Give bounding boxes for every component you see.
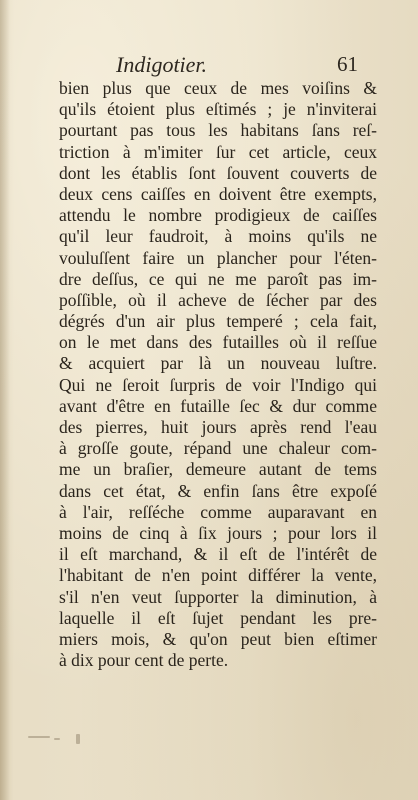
text-line: & acquiert par là un nouveau luſtre. [59,353,377,374]
text-line: moins de cinq à ſix jours ; pour lors il [59,522,377,543]
text-line: me un braſier, demeure autant de tems [59,459,377,480]
text-line: Qui ne ſeroit ſurpris de voir l'Indigo qui [59,374,377,395]
text-line: on le met dans des futailles où il reſſue [59,332,377,353]
text-line: dégrés d'un air plus temperé ; cela fait, [59,311,377,332]
text-line: deux cens caiſſes en doivent être exempts, [59,183,377,204]
text-line: attendu le nombre prodigieux de caiſſes [59,205,377,226]
running-head: Indigotier. [116,52,208,77]
ink-smudge [28,728,88,750]
text-line: dont les établis ſont ſouvent couverts de [59,162,377,183]
text-line: poſſible, où il acheve de ſécher par des [59,289,377,310]
text-line: qu'ils étoient plus eſtimés ; je n'inviterai [59,99,377,120]
text-line: triction à m'imiter ſur cet article, ceux [59,141,377,162]
text-line: bien plus que ceux de mes voiſins & [59,78,377,98]
text-line: dre deſſus, ce qui ne me paroît pas im- [59,268,377,289]
text-line: laquelle il eſt ſujet pendant les pre- [59,607,377,628]
text-line: dans cet état, & enfin ſans être expoſé [59,480,377,501]
text-line: il eſt marchand, & il eſt de l'intérêt de [59,544,377,565]
text-line: miers mois, & qu'on peut bien eſtimer [59,628,377,649]
text-line: des pierres, huit jours après rend l'eau [59,417,377,437]
text-line: à groſſe goute, répand une chaleur com- [59,438,377,459]
text-line: vouluſſent faire un plancher pour l'éten- [59,247,377,268]
page-gutter-shadow [0,0,10,800]
text-line: à l'air, reſſéche comme auparavant en [59,501,377,522]
text-line: à dix pour cent de perte. [59,650,229,671]
text-line: avant d'être en futaille ſec & dur comme [59,395,377,416]
text-line: pourtant pas tous les habitans ſans reſ- [59,120,377,141]
text-line: qu'il leur faudroit, à moins qu'ils ne [59,226,377,247]
text-line: l'habitant de n'en point différer la vente, [59,565,377,586]
text-line: s'il n'en veut ſupporter la diminution, à [59,586,377,607]
page-number: 61 [337,52,358,76]
body-text [59,78,377,671]
